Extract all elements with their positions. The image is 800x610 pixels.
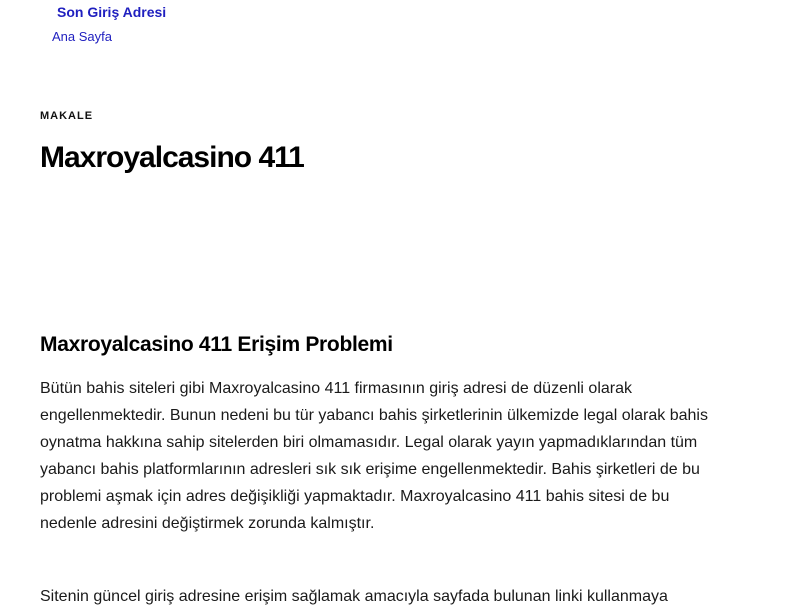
nav-home-link[interactable]: Ana Sayfa	[52, 29, 112, 44]
page-title: Maxroyalcasino 411	[40, 141, 304, 174]
section-heading: Maxroyalcasino 411 Erişim Problemi	[40, 333, 393, 356]
article-paragraph: Sitenin güncel giriş adresine erişim sağlamak amacıyla sayfada bulunan linki kullanmaya	[40, 588, 668, 605]
site-title-link[interactable]: Son Giriş Adresi	[57, 4, 167, 20]
article-category: MAKALE	[40, 110, 94, 122]
article-paragraph: Bütün bahis siteleri gibi Maxroyalcasino 411 firmasının giriş adresi de düzenli olarak engellenmektedir. Bunun nedeni bu tür yabancı bahis şirketlerinin ülkemizde legal olarak bahis oynatma hakkına sahip sitelerden biri olmamasıdır. Legal olarak yayın yapmadıklarından tüm yabancı bahis platformlarının adresleri sık sık erişime engellenmektedir. Bahis şirketleri de bu problemi aşmak için adres değişikliği yapmaktadır. Maxroyalcasino 411 bahis sitesi de bu nedenle adresini değiştirmek zorunda kalmıştır.	[40, 380, 708, 532]
